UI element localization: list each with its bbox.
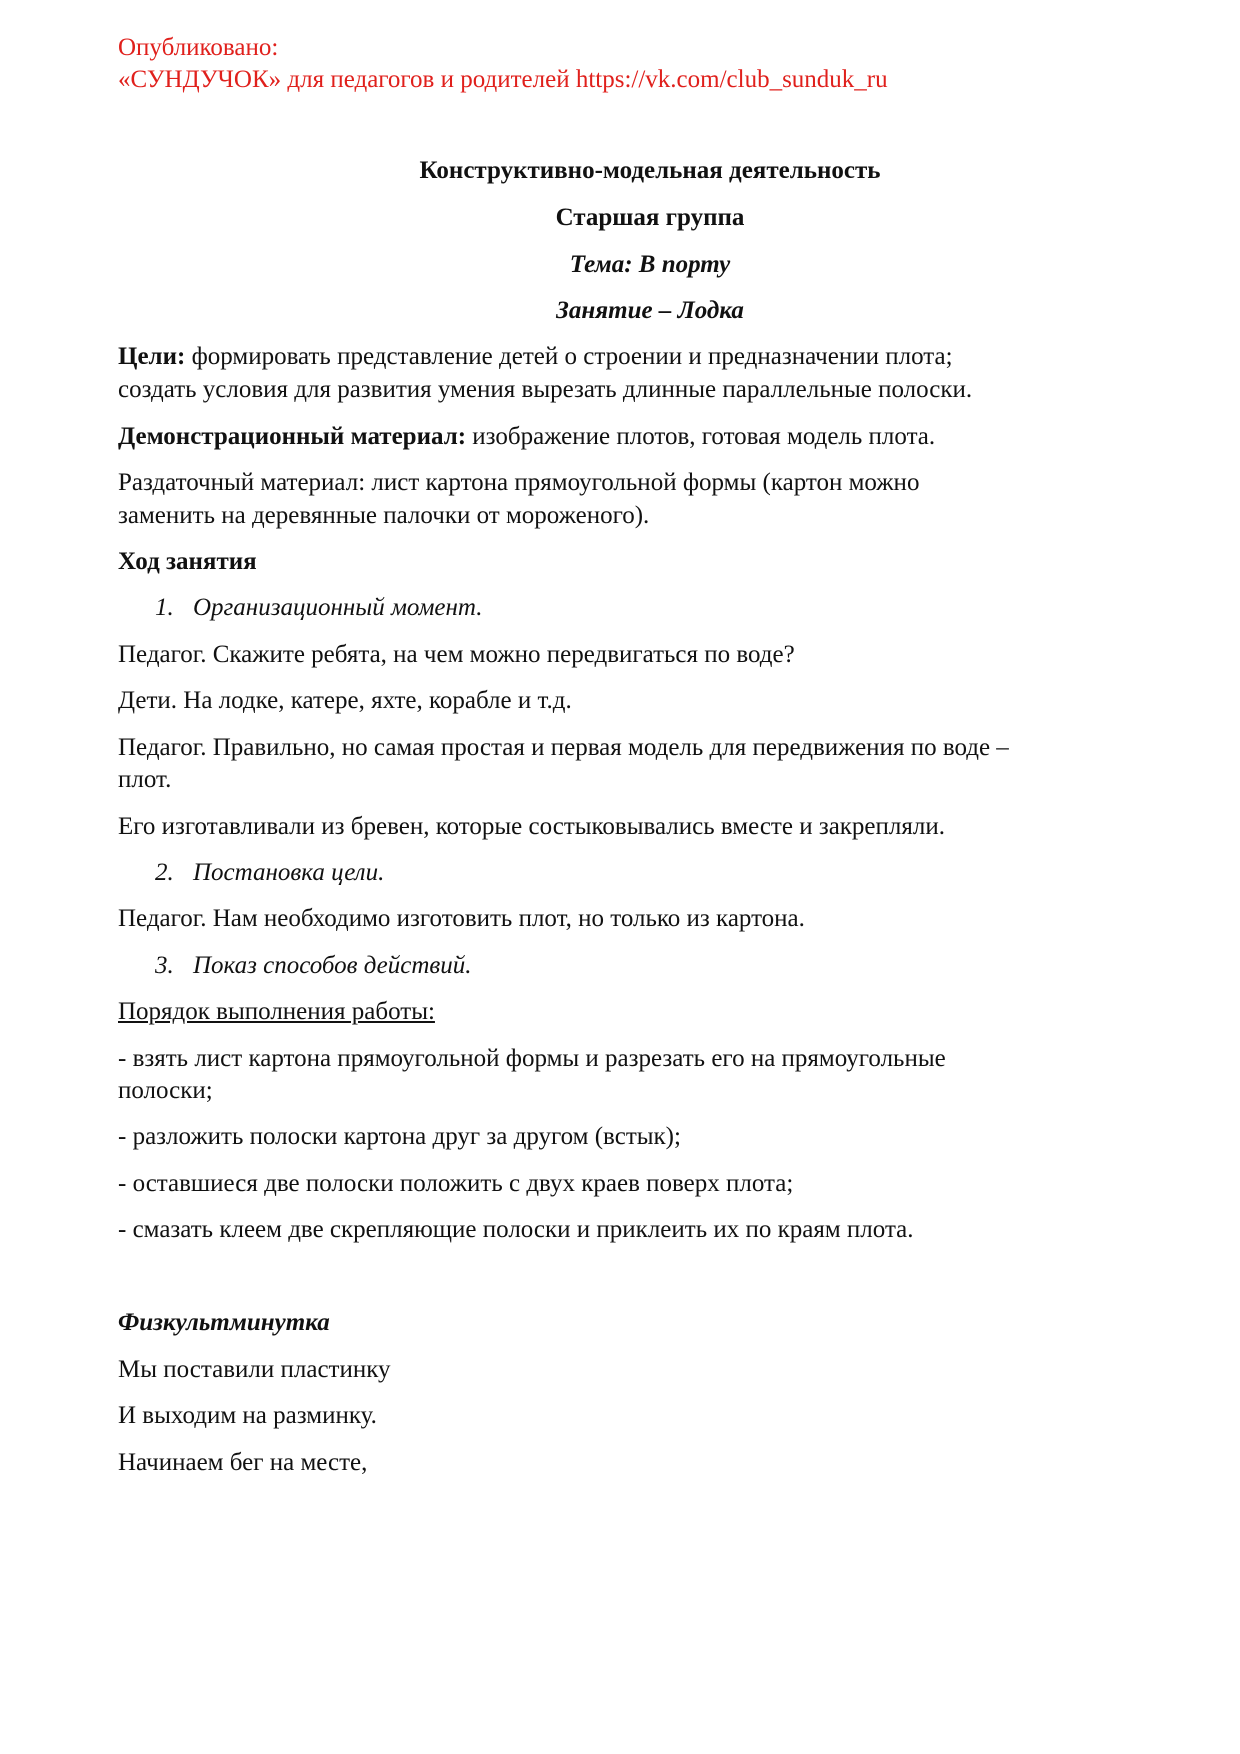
goals-text-line2: создать условия для развития умения вырезать длинные параллельные полоски.	[118, 376, 973, 403]
step-2	[155, 856, 384, 890]
order-item1-line2: полоски;	[118, 1077, 213, 1104]
order-item3: - оставшиеся две полоски положить с двух краев поверх плота;	[118, 1170, 794, 1197]
course-heading: Ход занятия	[118, 548, 257, 575]
fizminutka-heading: Физкультминутка	[118, 1309, 330, 1336]
group-heading: Старшая группа	[555, 204, 745, 231]
step-number: 2.	[155, 859, 174, 886]
goals-paragraph	[118, 340, 953, 374]
order-item1-line1: - взять лист картона прямоугольной формы и разрезать его на прямоугольные	[118, 1045, 946, 1072]
demo-material-label: Демонстрационный материал:	[118, 423, 467, 450]
handout-line2: заменить на деревянные палочки от мороженого).	[118, 502, 650, 529]
dialogue-p3-line1: Педагог. Правильно, но самая простая и первая модель для передвижения по воде –	[118, 734, 1009, 761]
dialogue-p1: Педагог. Скажите ребята, на чем можно передвигаться по воде?	[118, 641, 795, 668]
dialogue-p2: Дети. На лодке, катере, яхте, корабле и т.д.	[118, 687, 572, 714]
step-text: Постановка цели.	[193, 859, 385, 886]
dialogue-p5: Педагог. Нам необходимо изготовить плот, но только из картона.	[118, 905, 805, 932]
step-number: 3.	[155, 952, 174, 979]
dialogue-p3-line2: плот.	[118, 766, 172, 793]
document-title: Конструктивно-модельная деятельность	[419, 157, 881, 184]
theme-heading: Тема: В порту	[569, 251, 731, 278]
step-text: Показ способов действий.	[193, 952, 472, 979]
published-source: «СУНДУЧОК» для педагогов и родителей https://vk.com/club_sunduk_ru	[118, 66, 888, 93]
goals-text: формировать представление детей о строении и предназначении плота;	[185, 343, 953, 370]
published-label: Опубликовано:	[118, 34, 279, 61]
lesson-heading: Занятие – Лодка	[556, 297, 744, 324]
step-number: 1.	[155, 594, 174, 621]
order-heading: Порядок выполнения работы:	[118, 998, 435, 1025]
poem-line: И выходим на разминку.	[118, 1402, 377, 1429]
handout-line1: Раздаточный материал: лист картона прямоугольной формы (картон можно	[118, 469, 920, 496]
dialogue-p4: Его изготавливали из бревен, которые состыковывались вместе и закрепляли.	[118, 813, 945, 840]
demo-material-text: изображение плотов, готовая модель плота.	[466, 423, 936, 450]
demo-material-paragraph	[118, 420, 935, 454]
order-item4: - смазать клеем две скрепляющие полоски и приклеить их по краям плота.	[118, 1216, 914, 1243]
poem-line: Начинаем бег на месте,	[118, 1449, 368, 1476]
step-1	[155, 591, 483, 625]
goals-label: Цели:	[118, 343, 186, 370]
step-text: Организационный момент.	[193, 594, 483, 621]
step-3	[155, 949, 472, 983]
order-item2: - разложить полоски картона друг за другом (встык);	[118, 1123, 681, 1150]
poem-line: Мы поставили пластинку	[118, 1356, 391, 1383]
